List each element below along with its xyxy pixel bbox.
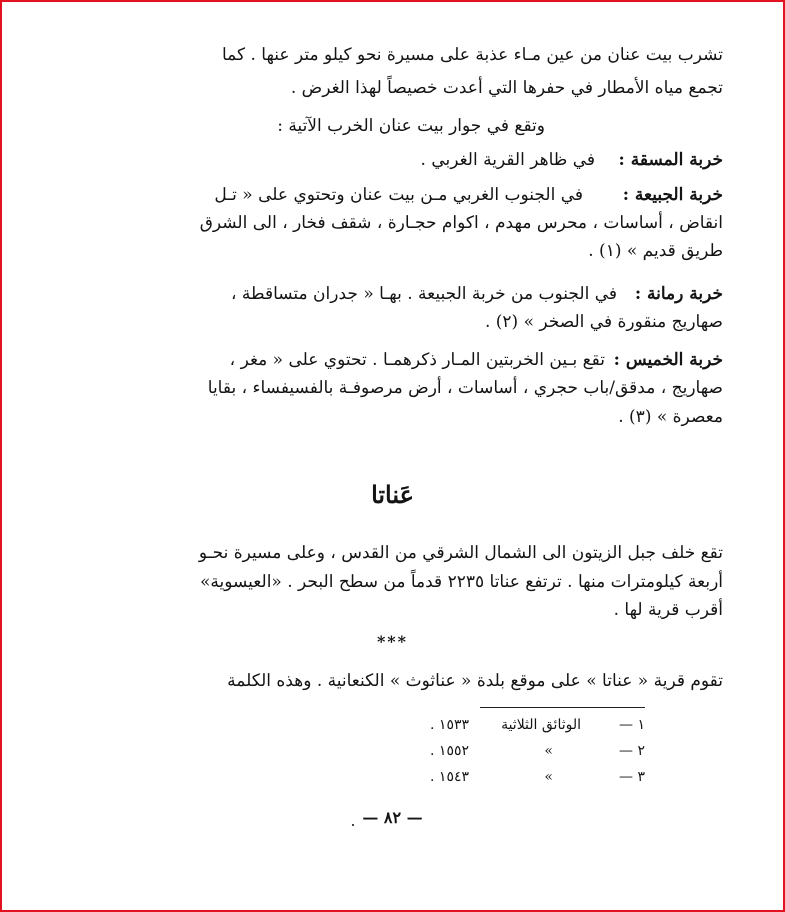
site-text: صهاريج منقورة في الصخر » (٢) .: [484, 312, 723, 332]
footnote: [501, 716, 581, 734]
para2-line2: أربعة كيلومترات منها . ترتفع عناتا ٢٢٣٥ قدماً من سطح البحر . «العيسوية»: [199, 572, 723, 592]
footnote: [619, 716, 645, 734]
footnote-number: ٣ —: [619, 769, 645, 785]
footnote: [619, 768, 645, 786]
intro-line: وتقع في جوار بيت عنان الخرب الآتية :: [277, 116, 545, 136]
footnote-text: »: [544, 743, 553, 759]
section-separator: ***: [376, 632, 409, 651]
section-heading: عَناتا: [371, 480, 414, 509]
para1-line1: تشرب بيت عنان من عين مـاء عذبة على مسيرة نحو كيلو متر عنها . كما: [221, 45, 723, 65]
footnote: [619, 742, 645, 760]
footnote-text: »: [544, 769, 553, 785]
site-name: خربة الخميس :: [613, 350, 723, 370]
footnote: [430, 742, 469, 760]
page-number: — ٨٢ —: [362, 808, 423, 827]
footnote: [430, 716, 469, 734]
footnote: [544, 742, 553, 760]
site-text: طريق قديم » (١) .: [588, 241, 723, 261]
para2-line3: أقرب قرية لها .: [613, 600, 723, 620]
ink-speck: [352, 824, 354, 826]
site-text: معصرة » (٣) .: [618, 407, 723, 427]
footnote: [430, 768, 469, 786]
para1-line2: تجمع مياه الأمطار في حفرها التي أعدت خصيصاً لهذا الغرض .: [290, 78, 723, 98]
site-text: تقع بـين الخربتين المـار ذكرهمـا . تحتوي على « مغر ،: [229, 350, 605, 370]
footnote-rule: [480, 707, 645, 708]
footnote-text: الوثائق الثلاثية: [501, 717, 581, 733]
site-text: انقاض ، أساسات ، محرس مهدم ، اكوام حجـارة ، شقف فخار ، الى الشرق: [199, 213, 723, 233]
footnote-number: ٢ —: [619, 743, 645, 759]
footnote-number: ١ —: [619, 717, 645, 733]
site-text: في ظاهر القرية الغربي .: [420, 150, 595, 170]
para2-line1: تقع خلف جبل الزيتون الى الشمال الشرقي من القدس ، وعلى مسيرة نحـو: [198, 543, 723, 563]
footnote-ref: ١٥٣٣ .: [430, 717, 469, 733]
site-name: خربة رمانة :: [634, 284, 723, 304]
footnote: [544, 768, 553, 786]
site-text: في الجنوب من خربة الجبيعة . بهـا « جدران متساقطة ،: [231, 284, 617, 304]
para3-line1: تقوم قرية « عناتا » على موقع بلدة « عناثوث » الكنعانية . وهذه الكلمة: [227, 671, 723, 691]
footnote-ref: ١٥٤٣ .: [430, 769, 469, 785]
site-text: في الجنوب الغربي مـن بيت عنان وتحتوي على « تـل: [214, 185, 583, 205]
footnote-ref: ١٥٥٢ .: [430, 743, 469, 759]
site-name: خربة المسقة :: [618, 150, 723, 170]
site-text: صهاريج ، مدقق/باب حجري ، أساسات ، أرض مرصوفـة بالفسيفساء ، بقايا: [207, 378, 723, 398]
site-name: خربة الجبيعة :: [622, 185, 723, 205]
